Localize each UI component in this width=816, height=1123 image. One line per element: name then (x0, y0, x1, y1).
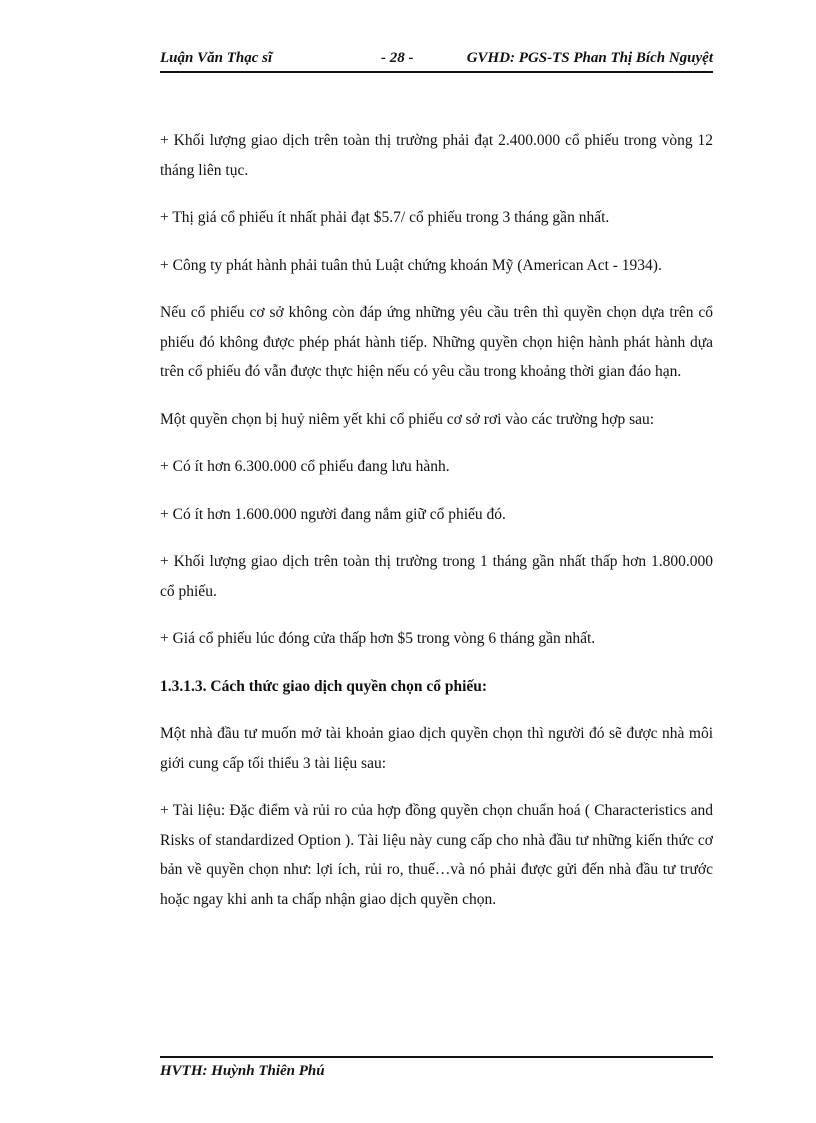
paragraph-issuance-rule: Nếu cổ phiếu cơ sở không còn đáp ứng những yêu cầu trên thì quyền chọn dựa trên cổ phiếu đó không được phép phát hành tiếp. Những quyền chọn hiện hành phát hành dựa trên cổ phiếu đó vẫn được thực hiện nếu có yêu cầu trong khoảng thời gian đáo hạn. (160, 304, 713, 380)
paragraph-risk-document: + Tài liệu: Đặc điểm và rủi ro của hợp đồng quyền chọn chuẩn hoá ( Characteristics and Risks of standardized Option ). Tài liệu này cung cấp cho nhà đầu tư những kiến thức cơ bản về quyền chọn như: lợi ích, rủi ro, thuế…và nó phải được gửi đến nhà đầu tư trước hoặc ngay khi anh ta chấp nhận giao dịch quyền chọn. (160, 802, 713, 908)
footer-divider (160, 1056, 713, 1058)
header-supervisor: GVHD: PGS-TS Phan Thị Bích Nguyệt (466, 50, 713, 66)
paragraph-delisting-intro: Một quyền chọn bị huỷ niêm yết khi cổ phiếu cơ sở rơi vào các trường hợp sau: (160, 410, 655, 428)
paragraph-trading-volume-requirement: + Khối lượng giao dịch trên toàn thị trường phải đạt 2.400.000 cổ phiếu trong vòng 12 tháng liên tục. (160, 132, 713, 179)
paragraph-shareholders: + Có ít hơn 1.600.000 người đang nắm giữ cổ phiếu đó. (160, 505, 506, 523)
page-content (160, 126, 713, 932)
header-thesis-title: Luận Văn Thạc sĩ (160, 50, 273, 66)
section-heading: 1.3.1.3. Cách thức giao dịch quyền chọn cổ phiếu: (160, 677, 488, 695)
paragraph-outstanding-shares: + Có ít hơn 6.300.000 cổ phiếu đang lưu hành. (160, 458, 450, 475)
paragraph-closing-price: + Giá cổ phiếu lúc đóng cửa thấp hơn $5 trong vòng 6 tháng gần nhất. (160, 630, 596, 647)
paragraph-account-opening: Một nhà đầu tư muốn mở tài khoản giao dịch quyền chọn thì người đó sẽ được nhà môi giới cung cấp tối thiểu 3 tài liệu sau: (160, 725, 713, 772)
header-divider (160, 71, 713, 73)
footer-author: HVTH: Huỳnh Thiên Phú (160, 1063, 325, 1079)
header-page-number: - 28 - (381, 50, 414, 66)
paragraph-market-price-requirement: + Thị giá cổ phiếu ít nhất phải đạt $5.7/ cổ phiếu trong 3 tháng gần nhất. (160, 209, 610, 226)
paragraph-securities-act-requirement: + Công ty phát hành phải tuân thủ Luật chứng khoán Mỹ (American Act - 1934). (160, 256, 662, 274)
paragraph-monthly-volume: + Khối lượng giao dịch trên toàn thị trường trong 1 tháng gần nhất thấp hơn 1.800.000 cổ phiếu. (160, 553, 713, 600)
page-header (160, 50, 713, 72)
